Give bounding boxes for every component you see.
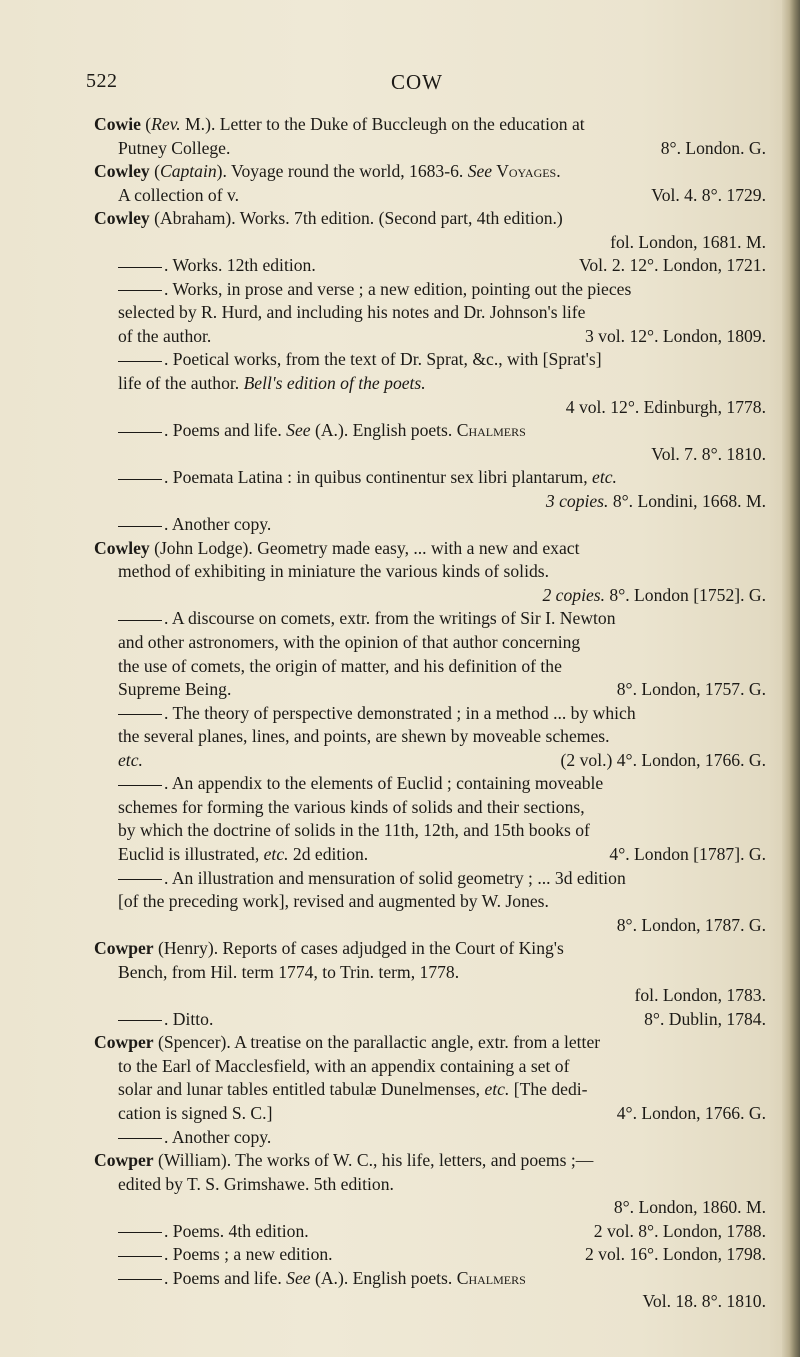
entry-text: . Poems. 4th edition. [164,1220,309,1241]
imprint-text: 4°. London, 1766. G. [616,1102,766,1123]
cross-reference: Chalmers [452,1267,526,1288]
entry-continuation-line [0,325,800,349]
entry-text: 2d edition. [288,843,369,864]
sub-entry-line [0,607,800,631]
entry-continuation-line [0,231,800,255]
imprint-details [542,584,766,608]
entry-heading-line [0,207,800,231]
entry-continuation-line [0,749,800,773]
entry-heading-line [0,160,800,184]
entry-heading-line [0,113,800,137]
entry-continuation-line [0,443,800,467]
entry-text: . Poetical works, from the text of Dr. Sprat, &c., with [Sprat's] [164,349,602,370]
sub-entry-line [0,1126,800,1150]
entry-text: schemes for forming the various kinds of solids and their sections, [118,796,585,817]
imprint-text: (2 vol.) 4°. London, 1766. G. [560,749,766,770]
imprint-text: 8°. London, 1757. G. [616,679,766,700]
entry-author-surname: Cowper [94,1032,154,1053]
entry-text: by which the doctrine of solids in the 11th, 12th, and 15th books of [118,820,590,841]
entry-text: selected by R. Hurd, and including his notes and Dr. Johnson's life [118,302,586,323]
entry-text: . Works. 12th edition. [164,255,316,276]
imprint-text: 8°. London, 1860. M. [613,1197,766,1218]
entry-text: solar and lunar tables entitled tabulæ Dunelmenses, [118,1079,485,1100]
entry-text: the several planes, lines, and points, are shewn by moveable schemes. [118,726,610,747]
catalogue-entries [0,113,800,1314]
running-head: COW [391,70,443,94]
entry-continuation-line [0,184,800,208]
sub-entry-line [0,513,800,537]
entry-heading-line [0,1031,800,1055]
imprint-details [642,1290,766,1314]
entry-continuation-line [0,1102,800,1126]
imprint-details [651,443,766,467]
ditto-rule [118,479,162,480]
sub-entry-line [0,867,800,891]
entry-text: cation is signed S. C.] [118,1102,273,1123]
ditto-rule [118,267,162,268]
entry-text: (A.). English poets. [310,1267,453,1288]
entry-heading-line [0,537,800,561]
entry-text: . Poemata Latina : in quibus continentur sex libri plantarum, [164,467,593,488]
entry-text: Bench, from Hil. term 1774, to Trin. term, 1778. [118,961,460,982]
entry-italic-text: Bell's edition of the poets. [243,373,426,394]
imprint-details [561,749,766,773]
entry-text: (A.). English poets. [310,420,453,441]
entry-continuation-line [0,984,800,1008]
ditto-rule [118,714,162,715]
entry-text: (John Lodge). Geometry made easy, ... with a new and exact [149,537,580,558]
imprint-text: Vol. 4. 8°. 1729. [651,184,766,205]
entry-text: [The dedi- [509,1079,588,1100]
page-header [86,70,766,100]
entry-continuation-line [0,372,800,396]
entry-author-surname: Cowper [94,1150,154,1171]
ditto-rule [118,432,162,433]
imprint-text: Vol. 2. 12°. London, 1721. [578,255,766,276]
imprint-text: fol. London, 1681. M. [610,231,766,252]
sub-entry-line [0,254,800,278]
entry-heading-line [0,1149,800,1173]
entry-text: (William). The works of W. C., his life, letters, and poems ;— [153,1150,594,1171]
entry-author-surname: Cowley [94,208,150,229]
sub-entry-line [0,348,800,372]
entry-italic-text: etc. [484,1079,510,1100]
entry-text: (Spencer). A treatise on the parallactic angle, extr. from a letter [153,1032,601,1053]
entry-continuation-line [0,1196,800,1220]
sub-entry-line [0,419,800,443]
entry-text: Euclid is illustrated, [118,843,264,864]
entry-continuation-line [0,796,800,820]
entry-text: . Ditto. [164,1008,214,1029]
entry-text: . The theory of perspective demonstrated ; in a method ... by which [164,702,636,723]
sub-entry-line [0,772,800,796]
entry-text: life of the author. [118,373,244,394]
entry-text: the use of comets, the origin of matter, and his definition of the [118,655,562,676]
imprint-details [585,325,766,349]
entry-text: of the author. [118,325,212,346]
entry-text: ( [140,114,152,134]
entry-italic-text: Rev. [151,114,181,134]
entry-italic-text: See [286,420,311,441]
entry-continuation-line [0,678,800,702]
entry-continuation-line [0,1290,800,1314]
entry-text: Putney College. [118,137,231,158]
entry-author-surname: Cowley [94,161,150,182]
imprint-text: 8°. London. G. [660,137,766,158]
imprint-details [579,254,766,278]
entry-text: ( [149,161,160,182]
entry-continuation-line [0,301,800,325]
ditto-rule [118,526,162,527]
entry-continuation-line [0,961,800,985]
imprint-details [617,1102,766,1126]
entry-italic-text: Captain [159,161,217,182]
entry-text: (Abraham). Works. 7th edition. (Second part, 4th edition.) [149,208,563,229]
entry-text: . Another copy. [164,514,272,535]
entry-continuation-line [0,137,800,161]
entry-text: . Works, in prose and verse ; a new edition, pointing out the pieces [164,278,632,299]
imprint-details [566,396,766,420]
entry-text: . A discourse on comets, extr. from the writings of Sir I. Newton [164,608,616,629]
imprint-details [617,914,766,938]
entry-text: to the Earl of Macclesfield, with an appendix containing a set of [118,1055,570,1076]
entry-text: . An appendix to the elements of Euclid ; containing moveable [164,773,604,794]
imprint-text: 2 vol. 16°. London, 1798. [584,1244,766,1265]
sub-entry-line [0,702,800,726]
entry-continuation-line [0,890,800,914]
entry-italic-text: See [286,1267,311,1288]
ditto-rule [118,1020,162,1021]
entry-continuation-line [0,1055,800,1079]
imprint-text: 3 vol. 12°. London, 1809. [584,325,766,346]
page-number: 522 [86,70,118,92]
entry-text: . Poems and life. [164,1267,287,1288]
ditto-rule [118,785,162,786]
imprint-details [635,984,766,1008]
entry-text: edited by T. S. Grimshawe. 5th edition. [118,1173,394,1194]
imprint-details [610,231,766,255]
entry-text: and other astronomers, with the opinion of that author concerning [118,632,581,653]
ditto-rule [118,879,162,880]
imprint-text: 4 vol. 12°. Edinburgh, 1778. [565,396,766,417]
entry-heading-line [0,937,800,961]
entry-text: [of the preceding work], revised and augmented by W. Jones. [118,891,549,912]
entry-continuation-line [0,560,800,584]
entry-text: (Henry). Reports of cases adjudged in the Court of King's [153,938,564,959]
entry-continuation-line [0,631,800,655]
cross-reference: Chalmers [452,420,526,441]
sub-entry-line [0,1008,800,1032]
copies-note: 2 copies. [542,584,606,605]
imprint-text: 4°. London [1787]. G. [609,843,766,864]
imprint-text: 8°. London [1752]. G. [605,584,766,605]
imprint-text: Vol. 18. 8°. 1810. [642,1291,766,1312]
imprint-details [594,1220,766,1244]
entry-text: . Another copy. [164,1126,272,1147]
entry-italic-text: etc. [263,843,289,864]
entry-continuation-line [0,655,800,679]
imprint-details [546,490,766,514]
ditto-rule [118,1232,162,1233]
entry-italic-text: etc. [118,749,143,770]
entry-continuation-line [0,490,800,514]
imprint-details [661,137,766,161]
sub-entry-line [0,1267,800,1291]
sub-entry-line [0,1243,800,1267]
imprint-details [644,1008,766,1032]
entry-text: . Poems ; a new edition. [164,1244,333,1265]
sub-entry-line [0,1220,800,1244]
entry-continuation-line [0,1078,800,1102]
entry-text: method of exhibiting in miniature the various kinds of solids. [118,561,549,582]
imprint-details [617,678,766,702]
entry-continuation-line [0,396,800,420]
entry-continuation-line [0,819,800,843]
imprint-text: 8°. Londini, 1668. M. [608,490,766,511]
entry-text: . Poems and life. [164,420,287,441]
entry-text: ). Voyage round the world, 1683-6. [216,161,468,182]
entry-author-surname: Cowie [94,114,141,134]
ditto-rule [118,1138,162,1139]
sub-entry-line [0,278,800,302]
imprint-details [614,1196,766,1220]
imprint-text: fol. London, 1783. [634,985,766,1006]
entry-text: A collection of v. [118,184,240,205]
imprint-details [651,184,766,208]
imprint-text: Vol. 7. 8°. 1810. [651,443,766,464]
imprint-text: 8°. Dublin, 1784. [644,1008,766,1029]
entry-author-surname: Cowley [94,537,150,558]
entry-continuation-line [0,1173,800,1197]
imprint-text: 2 vol. 8°. London, 1788. [593,1220,766,1241]
ditto-rule [118,290,162,291]
ditto-rule [118,620,162,621]
ditto-rule [118,1279,162,1280]
copies-note: 3 copies. [545,490,609,511]
cross-reference: Voyages. [492,161,561,182]
ditto-rule [118,361,162,362]
entry-text: . An illustration and mensuration of solid geometry ; ... 3d edition [164,867,626,888]
entry-author-surname: Cowper [94,938,154,959]
entry-continuation-line [0,725,800,749]
entry-text: M.). Letter to the Duke of Buccleugh on the education at [180,114,585,134]
entry-continuation-line [0,584,800,608]
entry-continuation-line [0,843,800,867]
ditto-rule [118,1256,162,1257]
entry-italic-text: See [467,161,493,182]
entry-italic-text: etc. [592,467,617,488]
entry-continuation-line [0,914,800,938]
imprint-details [609,843,766,867]
imprint-text: 8°. London, 1787. G. [616,914,766,935]
imprint-details [585,1243,766,1267]
sub-entry-line [0,466,800,490]
entry-text: Supreme Being. [118,679,232,700]
